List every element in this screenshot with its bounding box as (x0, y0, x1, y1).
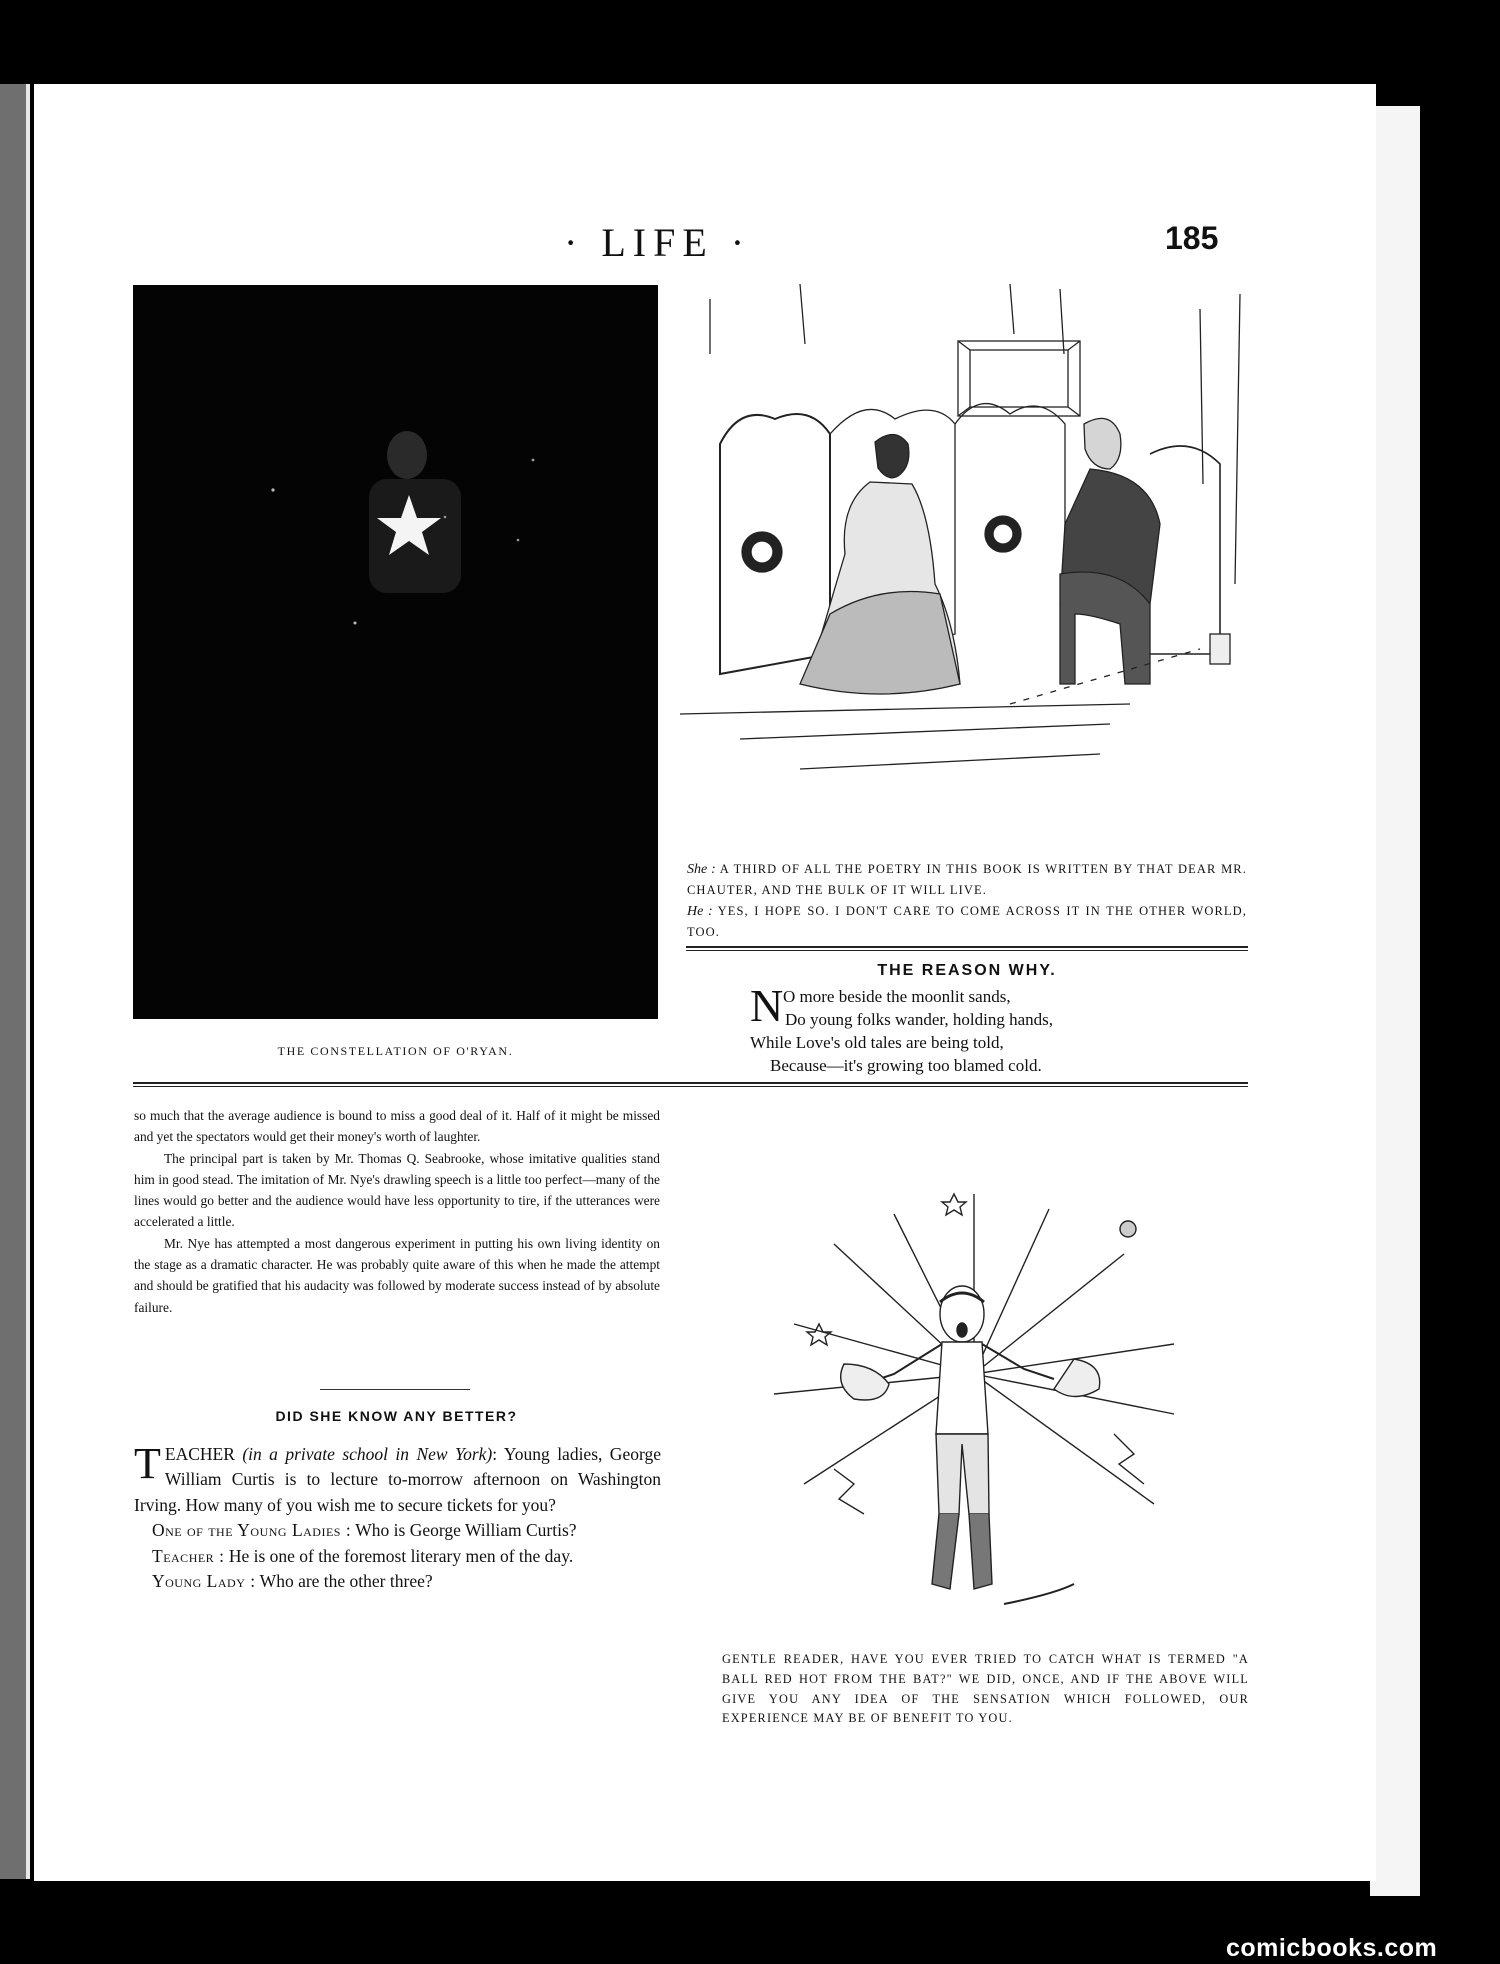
dialogue-drop-cap: T (134, 1439, 161, 1488)
teacher-paragraph (134, 1439, 661, 1518)
speaker-label: Young Lady : (152, 1571, 256, 1592)
speaker-label: Teacher : (152, 1545, 225, 1566)
stage-direction: (in a private school in New York) (242, 1444, 493, 1464)
page-divider (133, 1082, 1248, 1087)
short-divider (320, 1389, 470, 1390)
dialogue-line: Who is George William Curtis? (355, 1520, 577, 1541)
section-divider (686, 946, 1248, 951)
back-page-edge (1370, 106, 1420, 1896)
couple-screen-illustration (680, 284, 1252, 922)
review-paragraph: Mr. Nye has attempted a most dangerous experiment in putting his own living identity on the stage as a dramatic character. He was probably quite aware of this when he made the attempt and should be gratified that his audacity was followed by moderate success instead of by absolute failure. (134, 1235, 660, 1315)
did-she-know-title: DID SHE KNOW ANY BETTER? (275, 1408, 518, 1424)
star-icon (133, 285, 658, 1019)
young-lady-reply (134, 1569, 661, 1594)
teacher-label: EACHER (164, 1444, 235, 1464)
reason-why-title: THE REASON WHY. (877, 962, 1057, 979)
teacher-line: : Young ladies, George William Curtis is to lecture to-morrow afternoon on Washington Irving. How many of you wish me to secure tickets for you? (134, 1444, 661, 1515)
dialogue-line: He is one of the foremost literary men of the day. (228, 1545, 574, 1566)
constellation-photo (133, 285, 658, 1019)
photo-caption: THE CONSTELLATION OF O'RYAN. (277, 1044, 514, 1058)
ball-cartoon-caption: GENTLE READER, HAVE YOU EVER TRIED TO CATCH WHAT IS TERMED "A BALL RED HOT FROM THE BAT?" WE DID, ONCE, AND IF THE ABOVE WILL GIVE YOU ANY IDEA OF THE SENSATION WHICH FOLLOWED, OUR EXPERIENCE MAY BE OF BENEFIT TO YOU. (722, 1652, 1249, 1726)
young-lady-question (134, 1518, 661, 1543)
she-caption-text: A THIRD OF ALL THE POETRY IN THIS BOOK IS WRITTEN BY THAT DEAR MR. CHAUTER, AND THE BULK OF IT WILL LIVE. (687, 862, 1247, 897)
reason-why-poem (750, 980, 1250, 1081)
ball-player-illustration (774, 1184, 1194, 1644)
poem-drop-cap: N (750, 980, 784, 1031)
poem-line: While Love's old tales are being told, (750, 1033, 1004, 1052)
he-speaker-label: He : (687, 904, 713, 919)
left-page-spine (0, 84, 30, 1879)
poem-line: Do young folks wander, holding hands, (785, 1010, 1053, 1029)
review-text (134, 1105, 660, 1318)
he-caption-text: YES, I HOPE SO. I DON'T CARE TO COME ACROSS IT IN THE OTHER WORLD, TOO. (687, 904, 1247, 939)
she-speaker-label: She : (687, 862, 716, 877)
teacher-answer (134, 1544, 661, 1569)
did-she-know-dialogue (134, 1439, 661, 1594)
masthead: · LIFE · (564, 220, 752, 265)
screen-cartoon-caption (687, 859, 1247, 943)
speaker-label: One of the Young Ladies : (152, 1520, 352, 1541)
magazine-page (34, 84, 1376, 1881)
page-number: 185 (1165, 220, 1219, 256)
review-paragraph: so much that the average audience is bound to miss a good deal of it. Half of it might be missed and yet the spectators would get their money's worth of laughter. (134, 1108, 660, 1145)
poem-line: Because—it's growing too blamed cold. (770, 1056, 1042, 1075)
review-paragraph: The principal part is taken by Mr. Thomas Q. Seabrooke, whose imitative qualities stand him in good stead. The imitation of Mr. Nye's drawling speech is a little too perfect—many of the lines would go better and the audience would have less opportunity to tire, if the utterances were accelerated a little. (134, 1150, 660, 1230)
watermark: comicbooks.com (1226, 1934, 1438, 1962)
dialogue-line: Who are the other three? (259, 1571, 433, 1592)
poem-line: O more beside the moonlit sands, (783, 987, 1011, 1006)
